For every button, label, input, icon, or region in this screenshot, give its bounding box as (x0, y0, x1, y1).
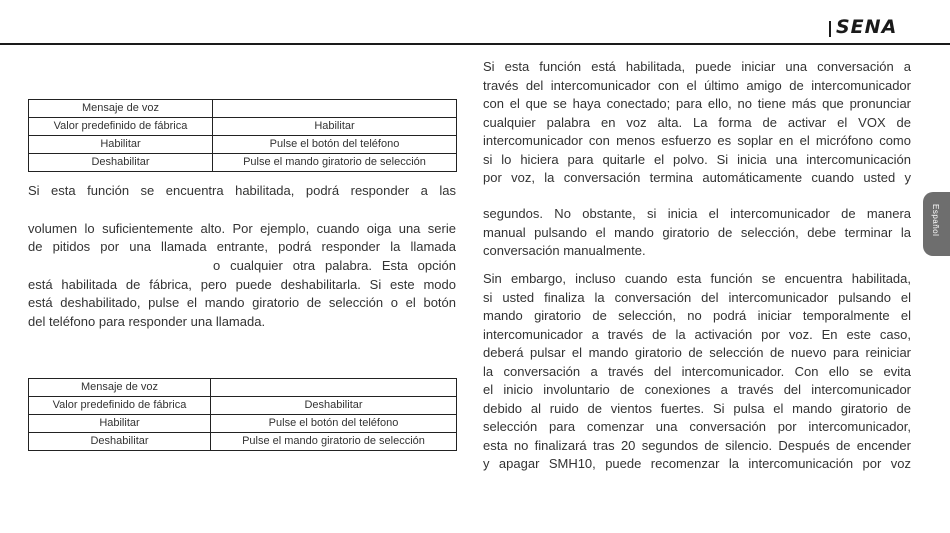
language-tab-label: Español (931, 204, 940, 237)
body-line: por voz, la conversación termina automáticamente cuando usted y (483, 170, 911, 185)
body-line: intercomunicador con menos esfuerzo es soplar en el micrófono como (483, 133, 911, 148)
language-tab (923, 192, 950, 256)
sena-logo: SENA (836, 16, 898, 38)
table-row (29, 379, 457, 397)
table-row (29, 415, 457, 433)
body-line: está habilitada de fábrica, pero puede deshabilitarla. Si este modo (28, 277, 456, 292)
body-line: y apagar SMH10, puede recomenzar la intercomunicación por voz (483, 456, 911, 471)
body-line: Si esta función está habilitada, puede iniciar una conversación a (483, 59, 911, 74)
table-row (29, 397, 457, 415)
body-line: está deshabilitado, pulse el mando giratorio de selección o el botón (28, 295, 456, 310)
body-line: deberá pulsar el mando giratorio de selección de nuevo para reiniciar (483, 345, 911, 360)
body-line: Si esta función se encuentra habilitada, podrá responder a las (28, 183, 456, 198)
table-cell: Pulse el botón del teléfono (211, 415, 457, 433)
body-line: de pitidos por una llamada entrante, podrá responder la llamada (28, 239, 456, 254)
header-rule (0, 43, 950, 45)
table-row (29, 118, 457, 136)
table-cell: Habilitar (29, 415, 211, 433)
table-cell (211, 379, 457, 397)
body-line: cualquier palabra en voz alta. La forma de activar el VOX de (483, 114, 911, 130)
body-line: conversación manualmente. (483, 243, 646, 258)
body-line: Sin embargo, incluso cuando esta función se encuentra habilitada, (483, 271, 911, 286)
body-line: o cualquier otra palabra. Esta opción (213, 258, 456, 273)
table-row (29, 433, 457, 451)
body-line: esta no finalizará tras 20 segundos de silencio. Después de encender (483, 437, 911, 453)
table-cell: Pulse el botón del teléfono (213, 136, 457, 154)
table-cell: Habilitar (29, 136, 213, 154)
table-cell: Pulse el mando giratorio de selección (211, 433, 457, 451)
table-cell: Valor predefinido de fábrica (29, 397, 211, 415)
table-cell: Deshabilitar (211, 397, 457, 415)
table-cell: Deshabilitar (29, 154, 213, 172)
body-line: debido al ruido de vientos fuertes. Si pulsa el mando giratorio de (483, 400, 911, 416)
table-cell: Habilitar (213, 118, 457, 136)
table-row (29, 154, 457, 172)
body-line: mando giratorio de selección, no podrá iniciar temporalmente el (483, 308, 911, 323)
table-cell (213, 100, 457, 118)
body-line: intercomunicador a través de la activación por voz. En este caso, (483, 326, 911, 342)
body-line: manual pulsando el mando giratorio de selección, debe terminar la (483, 224, 911, 240)
settings-table-1 (28, 99, 457, 172)
body-line: el inicio involuntario de conexiones a través del intercomunicador (483, 382, 911, 397)
table-row (29, 136, 457, 154)
table-row (29, 100, 457, 118)
body-line: volumen lo suficientemente alto. Por ejemplo, cuando oiga una serie (28, 221, 456, 236)
body-line: del teléfono para responder una llamada. (28, 314, 266, 329)
body-line: si usted finaliza la conversación del intercomunicador pulsando el (483, 289, 911, 305)
table-cell: Deshabilitar (29, 433, 211, 451)
body-line: segundos. No obstante, si inicia el intercomunicador de manera (483, 206, 911, 221)
body-line: selección para comenzar una conversación por intercomunicador, (483, 419, 911, 434)
body-line: la conversación a través del intercomunicador. Con ello se evita (483, 363, 911, 379)
table-cell: Mensaje de voz (29, 100, 213, 118)
table-cell: Valor predefinido de fábrica (29, 118, 213, 136)
body-line: con el que se haya conectado; para ello, no tiene más que pronunciar (483, 96, 911, 111)
settings-table-2 (28, 378, 457, 451)
body-line: través del intercomunicador con el último amigo de intercomunicador (483, 77, 911, 93)
body-line: si lo hiciera para quitarle el polvo. Si inicia una intercomunicación (483, 151, 911, 167)
table-cell: Mensaje de voz (29, 379, 211, 397)
table-cell: Pulse el mando giratorio de selección (213, 154, 457, 172)
logo-divider (829, 21, 831, 37)
